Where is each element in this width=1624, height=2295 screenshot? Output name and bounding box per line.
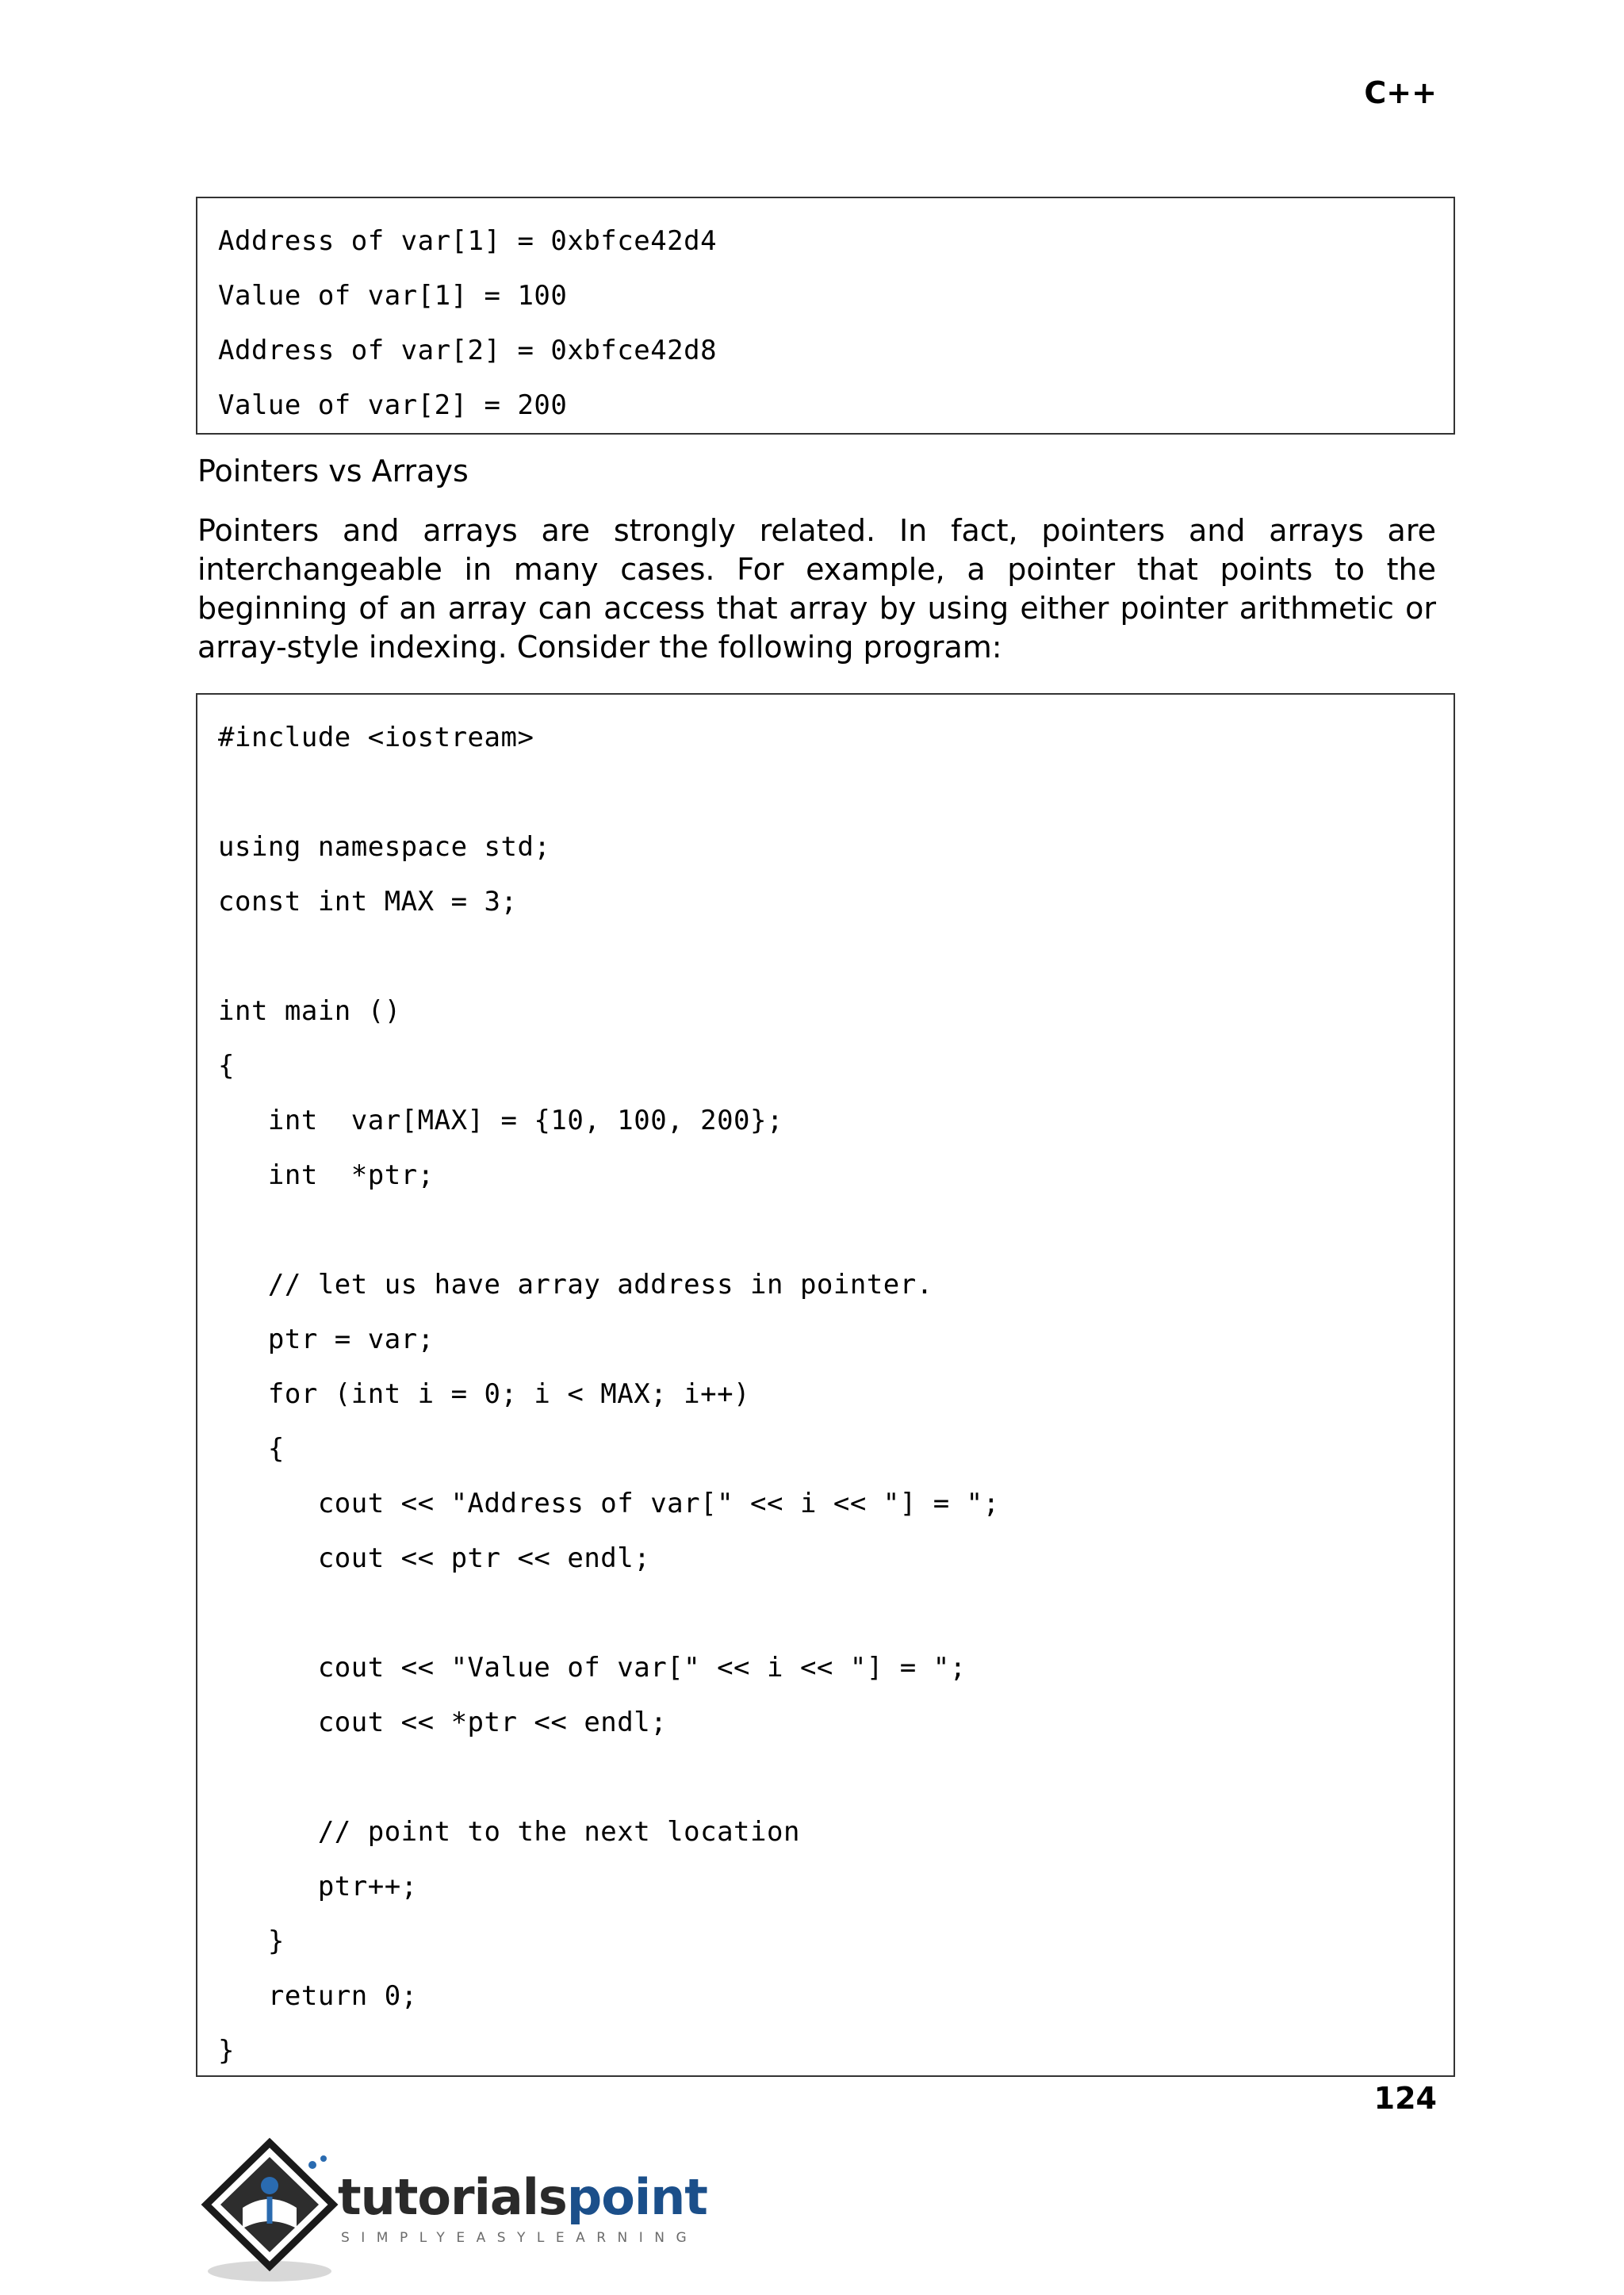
running-header-title: C++ xyxy=(1364,75,1437,110)
page-number: 124 xyxy=(1373,2081,1437,2116)
code-line: cout << ptr << endl; xyxy=(218,1542,651,1574)
tutorialspoint-diamond-logo-icon xyxy=(197,2135,339,2285)
logo-word-point: point xyxy=(566,2168,707,2226)
code-line: ptr++; xyxy=(218,1871,418,1902)
code-line: for (int i = 0; i < MAX; i++) xyxy=(218,1378,751,1410)
code-line xyxy=(218,1203,1433,1258)
code-line: return 0; xyxy=(218,1980,418,2012)
logo-word-tutorials: tutorials xyxy=(338,2168,567,2226)
code-line: int *ptr; xyxy=(218,1159,435,1191)
footer-logo xyxy=(197,2135,707,2285)
output-line: Address of var[2] = 0xbfce42d8 xyxy=(218,335,718,366)
body-paragraph: Pointers and arrays are strongly related. In fact, pointers and arrays are interchangeable in many cases. For example, a pointer that points to the beginning of an array can access that array by using either pointer arithmetic or array-style indexing. Consider the following program: xyxy=(197,513,1436,665)
output-line: Address of var[1] = 0xbfce42d4 xyxy=(218,225,718,257)
code-line xyxy=(218,929,1433,984)
output-code-block xyxy=(196,197,1455,435)
code-line: using namespace std; xyxy=(218,831,551,863)
logo-tagline: SIMPLYEASYLEARNING xyxy=(341,2230,699,2246)
code-line: ptr = var; xyxy=(218,1324,435,1355)
code-line xyxy=(218,1750,1433,1805)
code-line xyxy=(218,1586,1433,1641)
output-line: Value of var[2] = 200 xyxy=(218,389,568,421)
code-line: { xyxy=(218,1433,285,1465)
code-line xyxy=(218,765,1433,820)
code-line: // point to the next location xyxy=(218,1816,800,1848)
section-heading: Pointers vs Arrays xyxy=(197,454,469,489)
code-line: } xyxy=(218,2035,235,2067)
code-line: cout << "Address of var[" << i << "] = "; xyxy=(218,1488,1000,1519)
code-line: const int MAX = 3; xyxy=(218,886,518,918)
program-code-block xyxy=(196,693,1455,2077)
code-line: #include <iostream> xyxy=(218,722,534,753)
code-line: cout << *ptr << endl; xyxy=(218,1707,668,1738)
code-line: { xyxy=(218,1050,235,1082)
code-line: int var[MAX] = {10, 100, 200}; xyxy=(218,1105,783,1136)
logo-wordmark xyxy=(338,2168,707,2226)
code-line: cout << "Value of var[" << i << "] = "; xyxy=(218,1652,967,1684)
code-line: int main () xyxy=(218,995,401,1027)
code-line: // let us have array address in pointer. xyxy=(218,1269,933,1301)
code-line: } xyxy=(218,1925,285,1957)
output-line: Value of var[1] = 100 xyxy=(218,280,568,312)
